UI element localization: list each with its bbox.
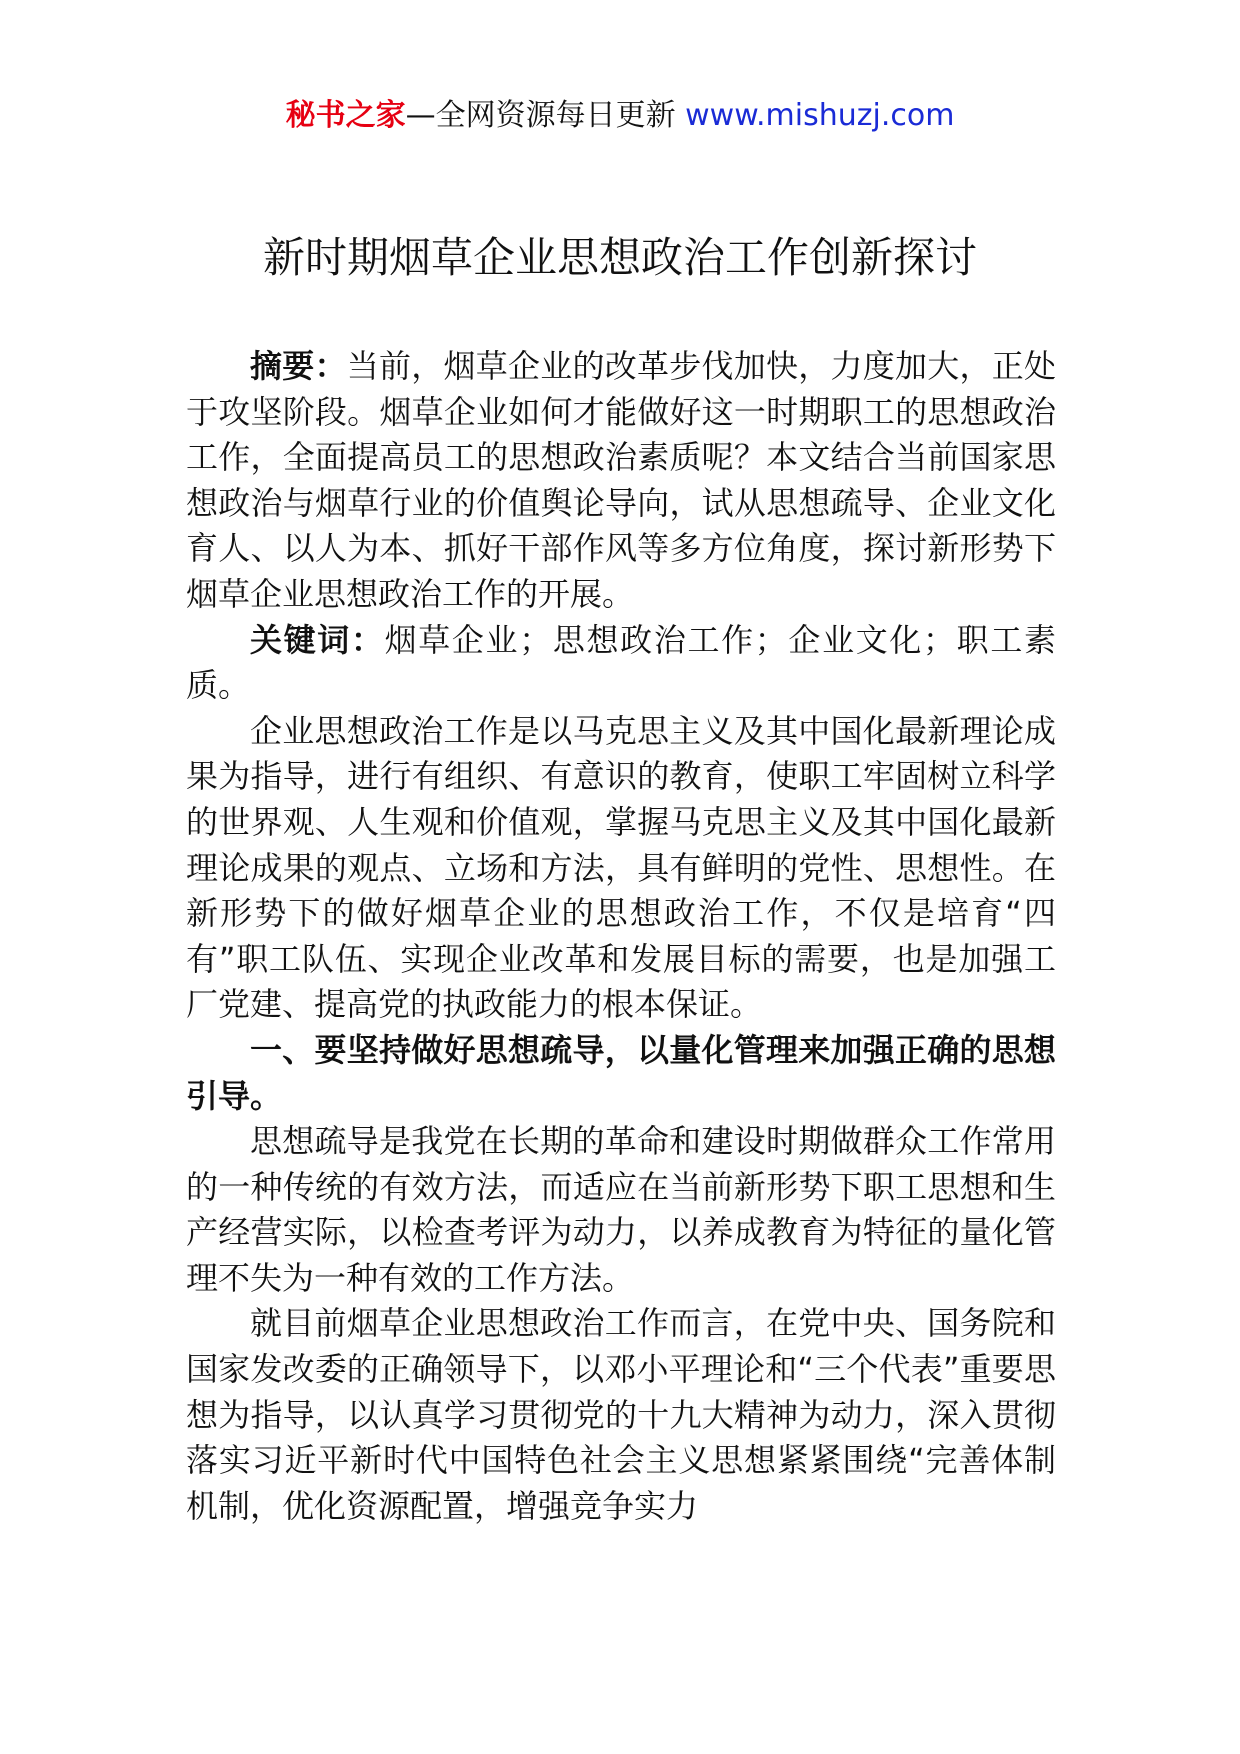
abstract-label: 摘要： (250, 347, 347, 385)
section-heading: 一、要坚持做好思想疏导，以量化管理来加强正确的思想引导。 (186, 1030, 1056, 1115)
header-tagline: —全网资源每日更新 (405, 98, 686, 133)
keywords-paragraph (186, 618, 1056, 709)
intro-paragraph: 企业思想政治工作是以马克思主义及其中国化最新理论成果为指导，进行有组织、有意识的教育，使职工牢固树立科学的世界观、人生观和价值观，掌握马克思主义及其中国化最新理论成果的观点、立场和方法，具有鲜明的党性、思想性。在新形势下的做好烟草企业的思想政治工作，不仅是培育“四有”职工队伍、实现企业改革和发展目标的需要，也是加强工厂党建、提高党的执政能力的根本保证。 (186, 711, 1056, 1024)
abstract-text: 当前，烟草企业的改革步伐加快，力度加大，正处于攻坚阶段。烟草企业如何才能做好这一时期职工的思想政治工作，全面提高员工的思想政治素质呢？本文结合当前国家思想政治与烟草行业的价值舆论导向，试从思想疏导、企业文化育人、以人为本、抓好干部作风等多方位角度，探讨新形势下烟草企业思想政治工作的开展。 (186, 347, 1056, 613)
brand-name: 秘书之家 (285, 98, 406, 133)
abstract-paragraph (186, 344, 1056, 618)
keywords-label: 关键词： (250, 620, 385, 659)
document-title: 新时期烟草企业思想政治工作创新探讨 (262, 233, 977, 282)
body-paragraph: 思想疏导是我党在长期的革命和建设时期做群众工作常用的一种传统的有效方法，而适应在当前新形势下职工思想和生产经营实际，以检查考评为动力，以养成教育为特征的量化管理不失为一种有效的工作方法。 (186, 1122, 1056, 1297)
body-paragraph: 就目前烟草企业思想政治工作而言，在党中央、国务院和国家发改委的正确领导下，以邓小平理论和“三个代表”重要思想为指导，以认真学习贯彻党的十九大精神为动力，深入贯彻落实习近平新时代中国特色社会主义思想紧紧围绕“完善体制机制，优化资源配置，增强竞争实力 (186, 1304, 1056, 1525)
site-url-link[interactable]: www.mishuzj.com (685, 98, 955, 133)
keywords-text: 烟草企业；思想政治工作；企业文化；职工素质。 (186, 620, 1056, 705)
document-body (186, 344, 1056, 1529)
site-header (0, 94, 1240, 138)
